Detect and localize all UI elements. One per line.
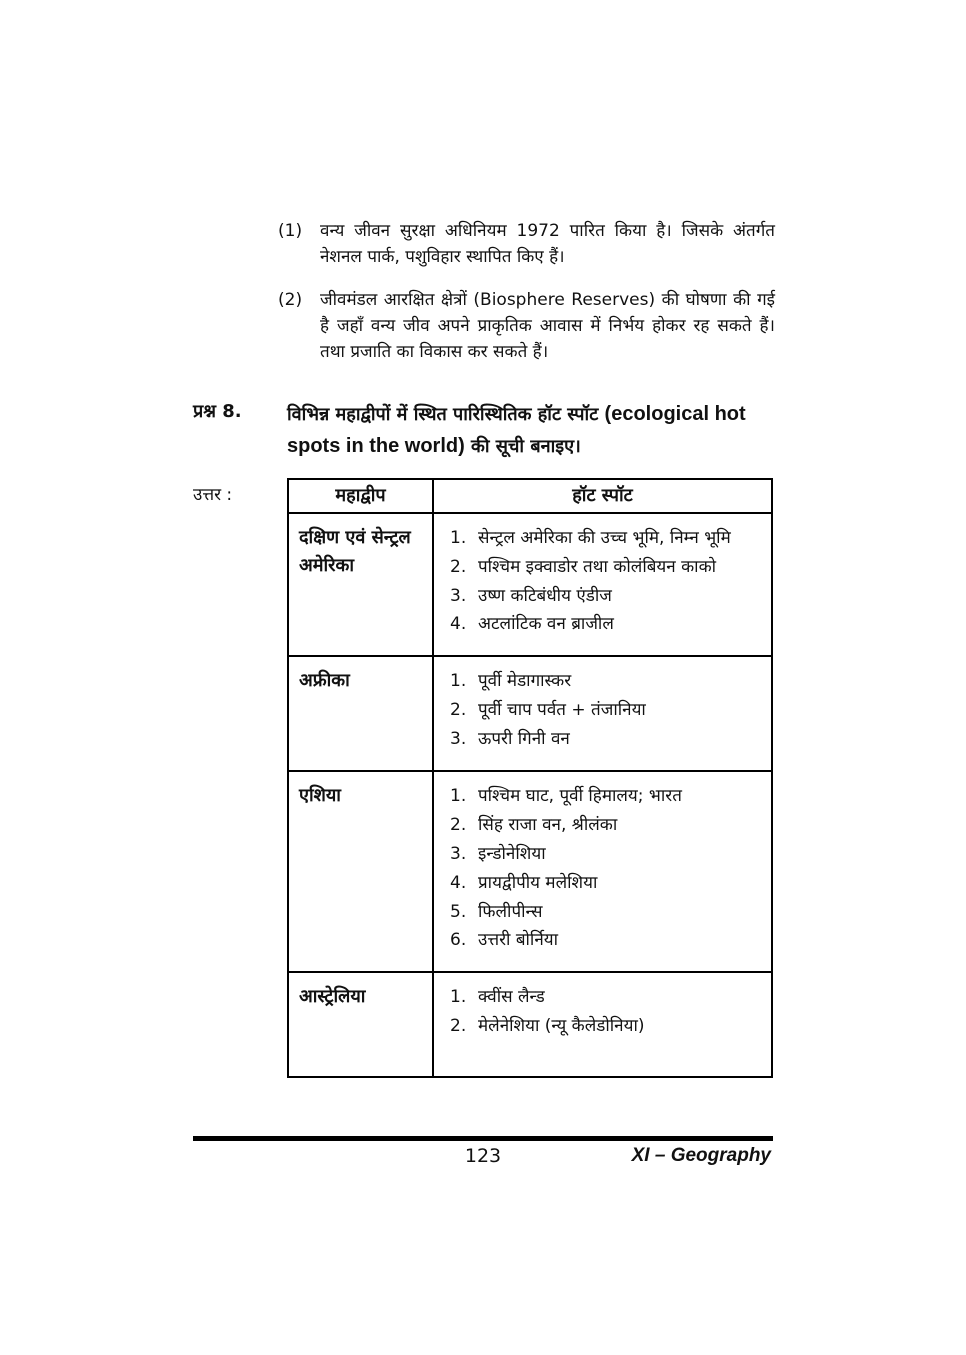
spot-item	[450, 524, 763, 553]
page-content	[193, 218, 775, 1078]
question-text	[287, 398, 775, 462]
question-text-english: (ecological hot spots in the world)	[287, 402, 746, 457]
spot-text: सिंह राजा वन, श्रीलंका	[478, 814, 618, 835]
spot-item	[450, 869, 763, 898]
spots-cell	[433, 656, 772, 771]
spot-text: उष्ण कटिबंधीय एंडीज	[478, 585, 612, 606]
page-footer	[193, 1136, 773, 1175]
continent-cell: आस्ट्रेलिया	[288, 972, 433, 1077]
question-text-hindi: विभिन्न महाद्वीपों में स्थित पारिस्थितिक हॉट स्पॉट	[287, 403, 605, 425]
spot-item	[450, 782, 763, 811]
footer-row	[193, 1145, 773, 1175]
hotspot-table-body	[288, 513, 772, 1078]
spot-number: 1.	[450, 527, 467, 548]
table-row	[288, 656, 772, 771]
continent-cell: दक्षिण एवं सेन्ट्रल अमेरिका	[288, 513, 433, 657]
question-text-tail: की सूची बनाइए।	[464, 435, 581, 457]
page-number: 123	[464, 1145, 502, 1167]
spot-text: पूर्वी मेडागास्कर	[478, 671, 572, 692]
spot-number: 4.	[450, 614, 467, 635]
spot-number: 3.	[450, 843, 467, 864]
spot-text: ऊपरी गिनी वन	[478, 729, 570, 750]
point-number: (2)	[278, 289, 303, 310]
book-title: XI – Geography	[631, 1145, 771, 1166]
spot-item	[450, 926, 763, 955]
spot-text: उत्तरी बोर्निया	[478, 930, 559, 951]
spot-number: 1.	[450, 785, 467, 806]
spot-number: 3.	[450, 585, 467, 606]
point-text: वन्य जीवन सुरक्षा अधिनियम 1972 पारित किया है। जिसके अंतर्गत नेशनल पार्क, पशुविहार स्थापित किए हैं।	[320, 221, 775, 268]
spot-text: सेन्ट्रल अमेरिका की उच्च भूमि, निम्न भूमि	[478, 527, 731, 548]
spot-item	[450, 811, 763, 840]
spot-item	[450, 983, 763, 1012]
spot-text: इन्डोनेशिया	[478, 843, 546, 864]
spot-number: 1.	[450, 987, 467, 1008]
spot-item	[450, 667, 763, 696]
spot-number: 5.	[450, 901, 467, 922]
spot-text: अटलांटिक वन ब्राजील	[478, 614, 614, 635]
spot-text: पश्चिम घाट, पूर्वी हिमालय; भारत	[478, 785, 682, 806]
spot-number: 2.	[450, 700, 467, 721]
spot-number: 6.	[450, 930, 467, 951]
spot-item	[450, 696, 763, 725]
spot-item	[450, 840, 763, 869]
table-row	[288, 972, 772, 1077]
spots-cell	[433, 972, 772, 1077]
answer-block	[193, 478, 775, 1079]
question-block	[193, 398, 775, 462]
continent-cell: अफ्रीका	[288, 656, 433, 771]
intro-point-1	[278, 218, 775, 271]
table-header-row	[288, 479, 772, 513]
spot-number: 2.	[450, 556, 467, 577]
spot-number: 4.	[450, 872, 467, 893]
spot-text: पश्चिम इक्वाडोर तथा कोलंबियन काको	[478, 556, 717, 577]
spot-item	[450, 898, 763, 927]
intro-point-2	[278, 287, 775, 366]
answer-label: उत्तर :	[193, 484, 233, 505]
spots-cell	[433, 513, 772, 657]
spot-item	[450, 582, 763, 611]
continent-cell: एशिया	[288, 771, 433, 972]
point-text: जीवमंडल आरक्षित क्षेत्रों (Biosphere Reserves) की घोषणा की गई है जहाँ वन्य जीव अपने प्राकृतिक आवास में निर्भय होकर रह सकते हैं। तथा प्रजाति का विकास कर सकते हैं।	[320, 289, 775, 363]
question-label: प्रश्न 8.	[193, 400, 242, 422]
spot-text: प्रायद्वीपीय मलेशिया	[478, 872, 598, 893]
spots-cell	[433, 771, 772, 972]
table-header-continent: महाद्वीप	[288, 479, 433, 513]
spot-number: 1.	[450, 671, 467, 692]
spot-text: फिलीपीन्स	[478, 901, 543, 922]
spot-item	[450, 553, 763, 582]
spot-item	[450, 610, 763, 639]
table-row	[288, 513, 772, 657]
footer-rule	[193, 1136, 773, 1141]
spot-number: 2.	[450, 814, 467, 835]
table-row	[288, 771, 772, 972]
spot-text: पूर्वी चाप पर्वत + तंजानिया	[478, 700, 646, 721]
spot-item	[450, 1012, 763, 1041]
spot-text: मेलेनेशिया (न्यू कैलेडोनिया)	[478, 1016, 645, 1037]
spot-number: 2.	[450, 1016, 467, 1037]
spot-text: क्वींस लैन्ड	[478, 987, 545, 1008]
table-header-hotspot: हॉट स्पॉट	[433, 479, 772, 513]
spot-number: 3.	[450, 729, 467, 750]
hotspot-table	[287, 478, 773, 1079]
point-number: (1)	[278, 221, 303, 241]
spot-item	[450, 725, 763, 754]
